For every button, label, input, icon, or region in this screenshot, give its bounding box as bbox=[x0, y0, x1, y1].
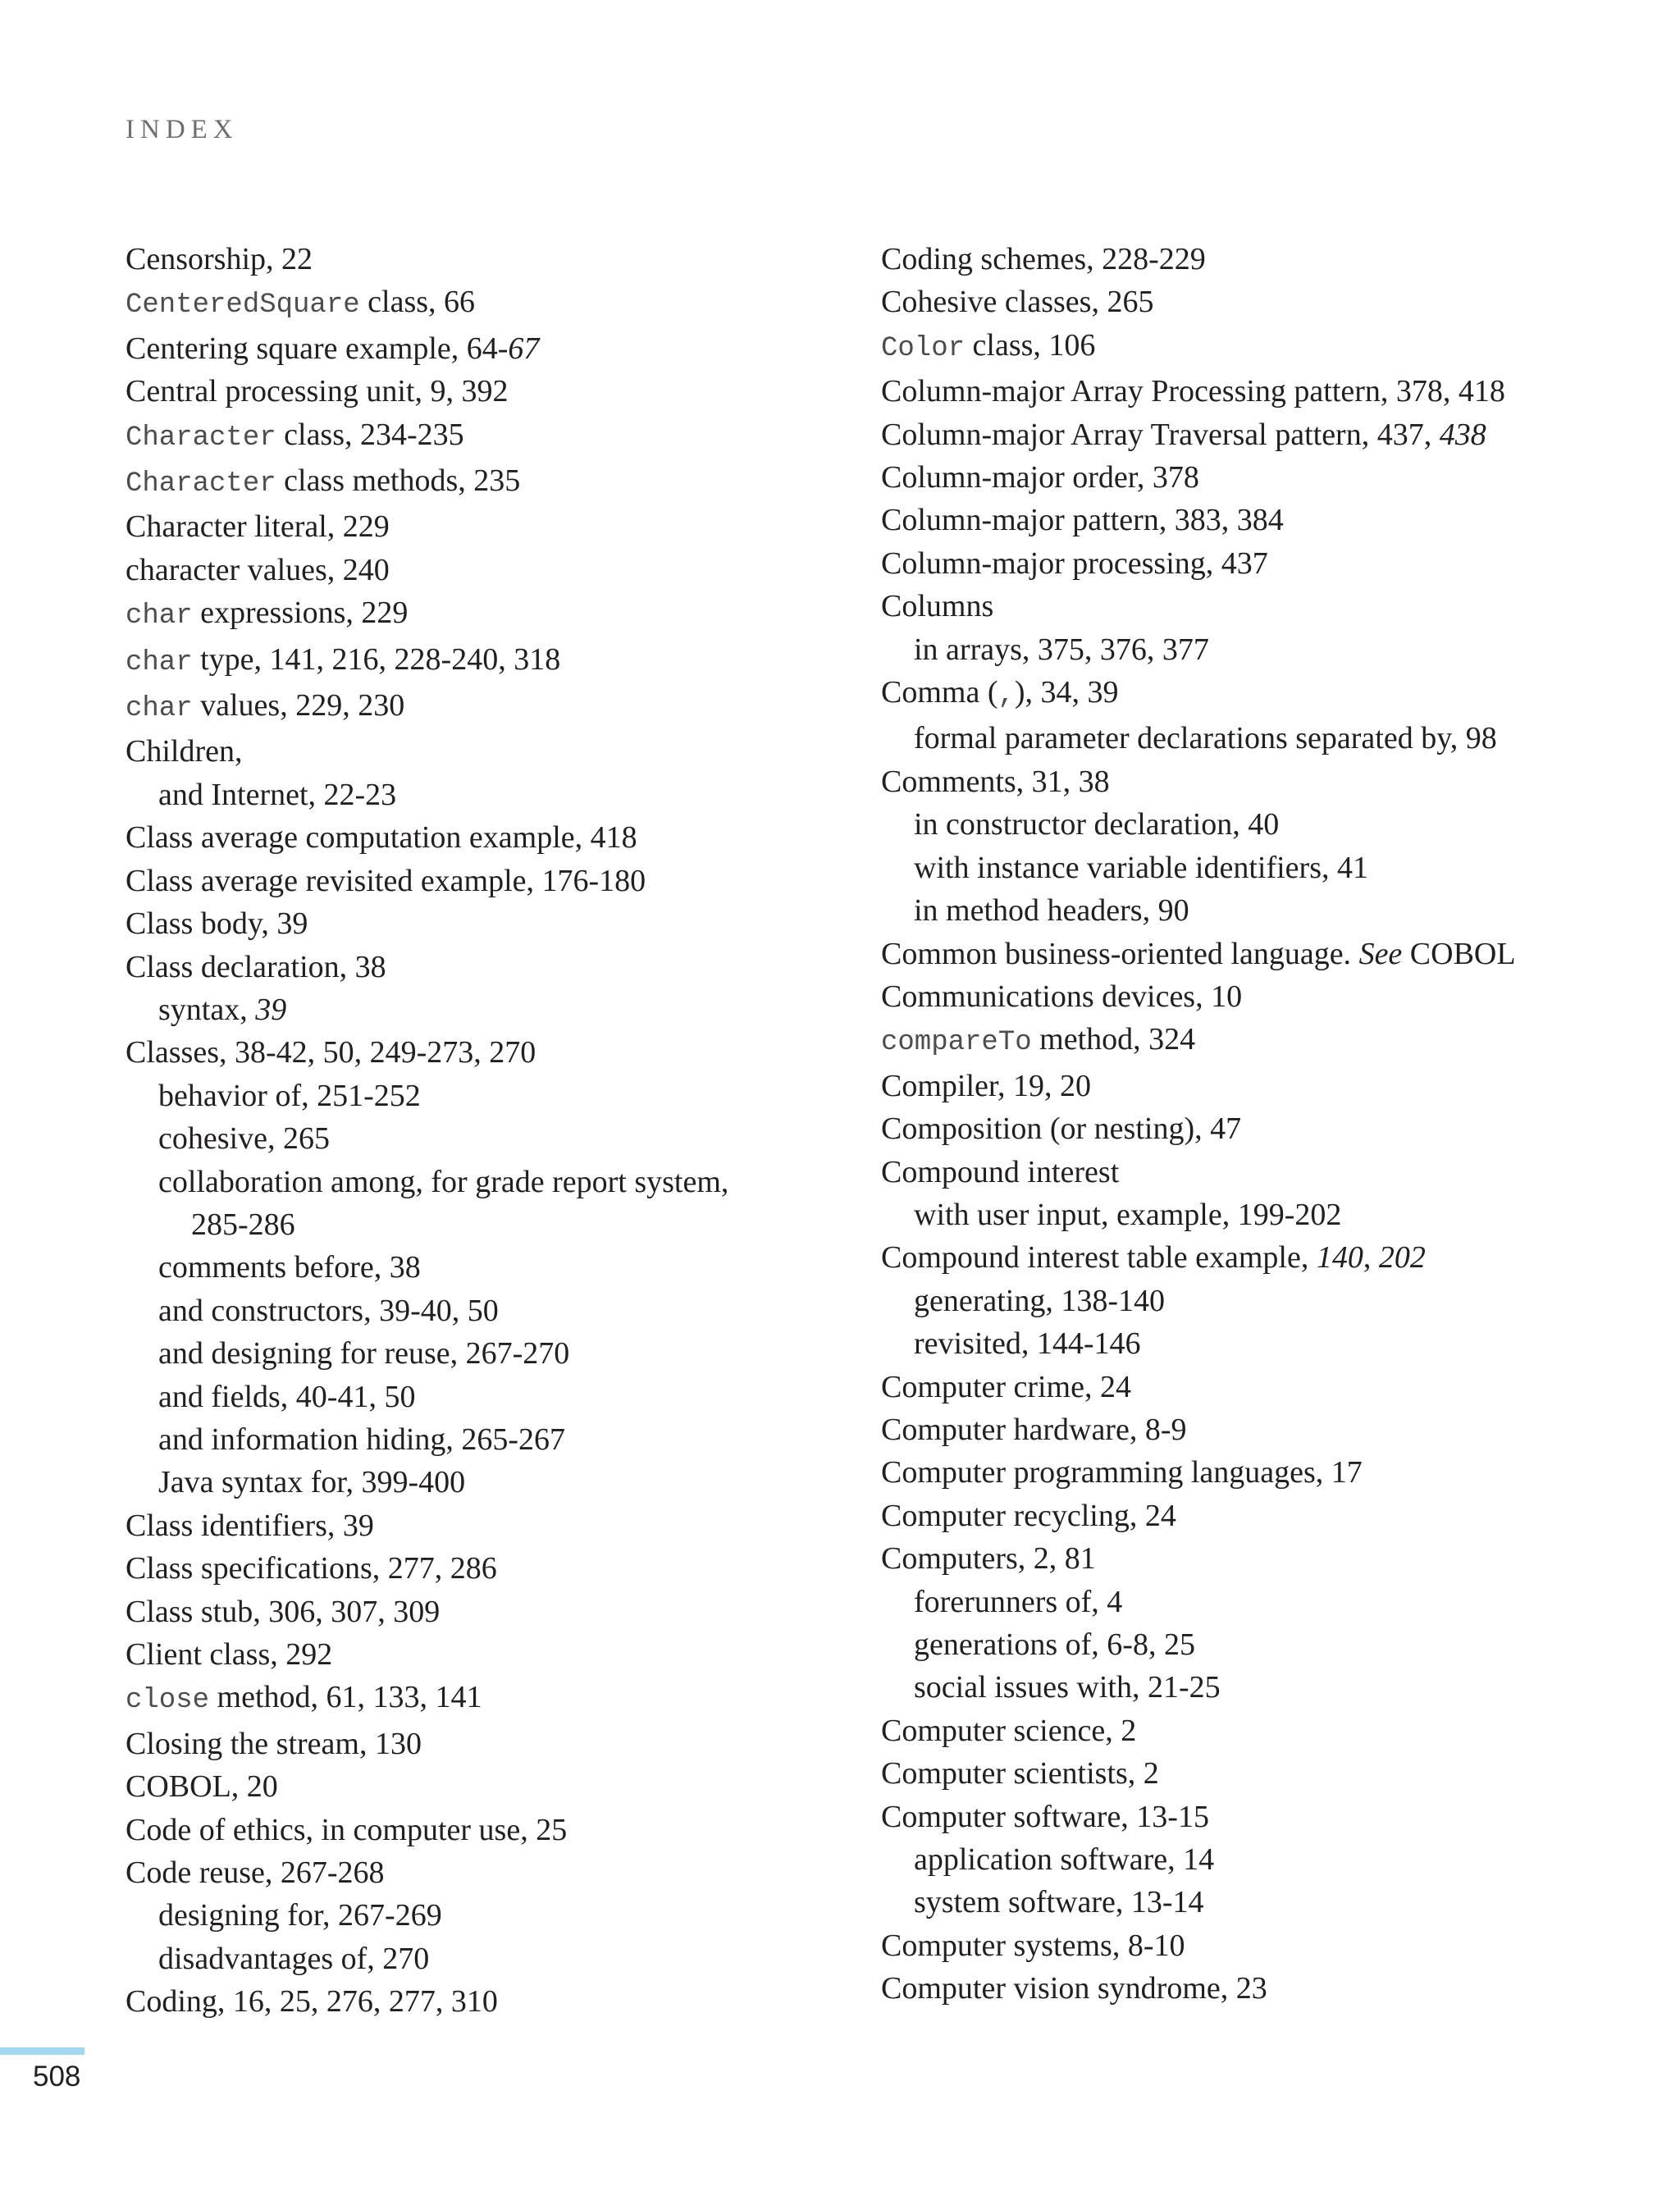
index-subentry bbox=[881, 1581, 1619, 1623]
index-entry bbox=[881, 238, 1619, 281]
index-entry bbox=[126, 860, 847, 902]
italic-text: 39 bbox=[255, 992, 287, 1027]
index-entry bbox=[126, 1031, 847, 1074]
entry-text: character values, 240 bbox=[126, 552, 390, 587]
index-entry bbox=[881, 499, 1619, 541]
entry-text: behavior of, 251-252 bbox=[158, 1078, 421, 1113]
entry-text: Compound interest table example, bbox=[881, 1240, 1317, 1276]
index-entry bbox=[126, 1504, 847, 1547]
running-head: INDEX bbox=[126, 115, 239, 144]
entry-text: Computer crime, 24 bbox=[881, 1369, 1131, 1404]
entry-text: method, 324 bbox=[1031, 1022, 1196, 1057]
entry-text: Classes, 38-42, 50, 249-273, 270 bbox=[126, 1035, 536, 1070]
index-entry bbox=[126, 370, 847, 413]
entry-text: Censorship, 22 bbox=[126, 242, 313, 276]
index-entry bbox=[126, 816, 847, 859]
entry-text: class methods, 235 bbox=[276, 463, 521, 499]
index-entry bbox=[881, 1366, 1619, 1408]
index-entry bbox=[881, 933, 1619, 975]
index-subentry bbox=[126, 1246, 847, 1289]
entry-text: with instance variable identifiers, 41 bbox=[914, 850, 1368, 885]
entry-text: class, 66 bbox=[359, 285, 476, 320]
index-subentry bbox=[881, 1838, 1619, 1881]
entry-text: expressions, 229 bbox=[192, 596, 409, 631]
entry-text: with user input, example, 199-202 bbox=[914, 1197, 1342, 1232]
index-entry bbox=[881, 1537, 1619, 1580]
code-term: compareTo bbox=[881, 1027, 1032, 1059]
index-subentry bbox=[126, 1332, 847, 1375]
index-entry bbox=[881, 542, 1619, 585]
entry-text: Java syntax for, 399-400 bbox=[158, 1465, 466, 1500]
entry-text: Class declaration, 38 bbox=[126, 949, 386, 984]
index-column-left bbox=[126, 238, 847, 2024]
entry-text: revisited, 144-146 bbox=[914, 1326, 1141, 1362]
index-entry bbox=[881, 1151, 1619, 1193]
index-subentry bbox=[126, 1289, 847, 1332]
index-entry bbox=[126, 902, 847, 945]
entry-text: Class identifiers, 39 bbox=[126, 1508, 374, 1543]
entry-text: values, 229, 230 bbox=[192, 688, 405, 723]
entry-text: forerunners of, 4 bbox=[914, 1584, 1123, 1619]
index-subentry bbox=[126, 1117, 847, 1160]
entry-text: Class stub, 306, 307, 309 bbox=[126, 1594, 441, 1629]
entry-text: generations of, 6-8, 25 bbox=[914, 1627, 1195, 1662]
entry-text: disadvantages of, 270 bbox=[158, 1941, 430, 1976]
index-subentry bbox=[881, 803, 1619, 846]
entry-text: Computer science, 2 bbox=[881, 1713, 1137, 1748]
index-subentry bbox=[126, 1376, 847, 1418]
italic-text: See bbox=[1358, 936, 1403, 971]
entry-text: Computer systems, 8-10 bbox=[881, 1928, 1185, 1963]
entry-text: Character literal, 229 bbox=[126, 509, 390, 545]
code-term: char bbox=[126, 646, 193, 678]
entry-text: Class average computation example, 418 bbox=[126, 820, 637, 856]
entry-text: Compound interest bbox=[881, 1154, 1120, 1189]
entry-text: and Internet, 22-23 bbox=[158, 777, 397, 812]
index-entry bbox=[881, 456, 1619, 499]
entry-text: Central processing unit, 9, 392 bbox=[126, 374, 509, 409]
index-subentry bbox=[881, 1623, 1619, 1666]
index-subentry bbox=[881, 1322, 1619, 1365]
entry-text: Computer vision syndrome, 23 bbox=[881, 1971, 1267, 2006]
entry-text: formal parameter declarations separated by, 98 bbox=[914, 721, 1497, 756]
index-entry bbox=[126, 459, 847, 505]
entry-text: syntax, bbox=[158, 992, 256, 1027]
entry-text: Client class, 292 bbox=[126, 1637, 333, 1672]
index-entry bbox=[126, 1633, 847, 1676]
entry-text: Comma ( bbox=[881, 675, 998, 710]
index-subentry bbox=[881, 628, 1619, 671]
entry-text: , bbox=[1363, 1240, 1379, 1276]
index-entry bbox=[881, 975, 1619, 1018]
index-subentry bbox=[126, 1461, 847, 1504]
entry-text: Class body, 39 bbox=[126, 906, 308, 942]
index-entry bbox=[881, 1236, 1619, 1279]
index-subentry bbox=[126, 988, 847, 1031]
code-term: char bbox=[126, 600, 193, 632]
index-subentry bbox=[881, 889, 1619, 932]
index-entry bbox=[126, 238, 847, 281]
index-entry bbox=[881, 1018, 1619, 1064]
entry-text: system software, 13-14 bbox=[914, 1885, 1204, 1920]
index-entry bbox=[126, 505, 847, 548]
italic-text: 140 bbox=[1316, 1240, 1363, 1276]
index-entry bbox=[881, 1924, 1619, 1967]
index-entry bbox=[881, 1451, 1619, 1494]
entry-text: Comments, 31, 38 bbox=[881, 764, 1110, 799]
entry-text: Column-major order, 378 bbox=[881, 460, 1199, 495]
entry-text: method, 61, 133, 141 bbox=[209, 1680, 482, 1715]
index-entry bbox=[126, 1723, 847, 1765]
index-subentry bbox=[126, 1161, 847, 1203]
index-column-right bbox=[881, 238, 1619, 2010]
entry-text: application software, 14 bbox=[914, 1842, 1215, 1878]
entry-text: Class average revisited example, 176-180 bbox=[126, 863, 646, 898]
entry-text: Cohesive classes, 265 bbox=[881, 285, 1154, 320]
index-subentry bbox=[881, 1193, 1619, 1236]
italic-text: 67 bbox=[508, 331, 540, 366]
index-subentry bbox=[881, 1666, 1619, 1709]
index-entry bbox=[881, 1709, 1619, 1752]
entry-text: collaboration among, for grade report system, bbox=[158, 1164, 729, 1199]
index-entry bbox=[126, 1765, 847, 1808]
entry-text: class, 234-235 bbox=[276, 417, 464, 452]
index-subentry bbox=[126, 774, 847, 816]
index-subentry bbox=[881, 1881, 1619, 1924]
index-entry bbox=[881, 760, 1619, 803]
code-term: close bbox=[126, 1685, 210, 1717]
index-subentry bbox=[126, 1894, 847, 1937]
code-term: Color bbox=[881, 332, 966, 364]
entry-text: and constructors, 39-40, 50 bbox=[158, 1293, 499, 1328]
index-entry bbox=[126, 1851, 847, 1894]
index-entry bbox=[881, 413, 1619, 456]
entry-text: Columns bbox=[881, 589, 994, 624]
entry-text: Class specifications, 277, 286 bbox=[126, 1551, 497, 1586]
folio-rule bbox=[0, 2047, 84, 2055]
entry-text: Column-major pattern, 383, 384 bbox=[881, 503, 1284, 538]
index-subentry bbox=[881, 1280, 1619, 1322]
entry-text: Computers, 2, 81 bbox=[881, 1541, 1096, 1577]
entry-text: 285-286 bbox=[191, 1207, 295, 1242]
index-entry bbox=[881, 1065, 1619, 1107]
index-entry bbox=[881, 1796, 1619, 1838]
entry-text: Common business-oriented language. bbox=[881, 936, 1359, 971]
index-subentry bbox=[881, 717, 1619, 760]
index-entry bbox=[126, 1591, 847, 1633]
code-term: CenteredSquare bbox=[126, 290, 360, 322]
index-entry bbox=[881, 1107, 1619, 1150]
entry-text: Children, bbox=[126, 734, 243, 769]
index-entry bbox=[126, 591, 847, 637]
entry-text: Centering square example, 64- bbox=[126, 331, 509, 366]
index-entry bbox=[126, 549, 847, 591]
index-entry bbox=[881, 1408, 1619, 1451]
index-entry bbox=[126, 638, 847, 684]
entry-text: Column-major Array Traversal pattern, 437, bbox=[881, 417, 1440, 452]
entry-text: Compiler, 19, 20 bbox=[881, 1068, 1092, 1103]
entry-text: Computer software, 13-15 bbox=[881, 1799, 1209, 1834]
entry-text: Communications devices, 10 bbox=[881, 979, 1243, 1014]
entry-text: Computer scientists, 2 bbox=[881, 1756, 1159, 1791]
code-term: char bbox=[126, 693, 193, 725]
index-entry bbox=[126, 1980, 847, 2023]
code-term: Character bbox=[126, 422, 276, 454]
index-entry bbox=[126, 730, 847, 773]
index-subentry bbox=[126, 1203, 847, 1246]
entry-text: designing for, 267-269 bbox=[158, 1898, 442, 1933]
entry-text: Column-major processing, 437 bbox=[881, 545, 1268, 581]
index-entry bbox=[881, 281, 1619, 323]
entry-text: and information hiding, 265-267 bbox=[158, 1422, 566, 1457]
index-entry bbox=[126, 1547, 847, 1590]
index-entry bbox=[881, 1495, 1619, 1537]
page-number: 508 bbox=[33, 2061, 81, 2093]
index-entry bbox=[881, 671, 1619, 717]
italic-text: 202 bbox=[1378, 1240, 1426, 1276]
index-entry bbox=[126, 1676, 847, 1722]
index-entry bbox=[126, 1809, 847, 1851]
entry-text: Coding, 16, 25, 276, 277, 310 bbox=[126, 1984, 498, 2020]
entry-text: in constructor declaration, 40 bbox=[914, 807, 1280, 842]
entry-text: Closing the stream, 130 bbox=[126, 1726, 422, 1761]
entry-text: in arrays, 375, 376, 377 bbox=[914, 632, 1209, 667]
index-entry bbox=[126, 327, 847, 370]
index-subentry bbox=[126, 1075, 847, 1117]
entry-text: generating, 138-140 bbox=[914, 1283, 1166, 1318]
index-entry bbox=[881, 1752, 1619, 1795]
entry-text: social issues with, 21-25 bbox=[914, 1670, 1221, 1705]
entry-text: Column-major Array Processing pattern, 378, 418 bbox=[881, 374, 1505, 409]
index-entry bbox=[126, 946, 847, 988]
entry-text: Computer hardware, 8-9 bbox=[881, 1412, 1187, 1447]
code-term: Character bbox=[126, 468, 276, 500]
index-entry bbox=[881, 370, 1619, 413]
index-entry bbox=[126, 281, 847, 326]
entry-text: class, 106 bbox=[965, 327, 1096, 363]
index-entry bbox=[126, 684, 847, 730]
entry-text: and designing for reuse, 267-270 bbox=[158, 1336, 570, 1371]
code-term: , bbox=[998, 680, 1015, 712]
entry-text: comments before, 38 bbox=[158, 1250, 421, 1285]
entry-text: COBOL, 20 bbox=[126, 1769, 278, 1805]
entry-text: type, 141, 216, 228-240, 318 bbox=[192, 641, 561, 677]
entry-text: Code of ethics, in computer use, 25 bbox=[126, 1812, 568, 1847]
entry-text: in method headers, 90 bbox=[914, 893, 1189, 929]
italic-text: 438 bbox=[1439, 417, 1486, 452]
entry-text: COBOL bbox=[1402, 936, 1516, 971]
index-subentry bbox=[126, 1937, 847, 1980]
entry-text: cohesive, 265 bbox=[158, 1121, 330, 1157]
entry-text: Computer programming languages, 17 bbox=[881, 1455, 1363, 1490]
entry-text: Composition (or nesting), 47 bbox=[881, 1111, 1242, 1147]
entry-text: Coding schemes, 228-229 bbox=[881, 242, 1206, 276]
index-entry bbox=[881, 585, 1619, 628]
index-subentry bbox=[126, 1418, 847, 1461]
index-entry bbox=[881, 324, 1619, 370]
entry-text: ), 34, 39 bbox=[1014, 675, 1119, 710]
index-subentry bbox=[881, 847, 1619, 889]
entry-text: and fields, 40-41, 50 bbox=[158, 1379, 416, 1414]
entry-text: Computer recycling, 24 bbox=[881, 1498, 1176, 1533]
index-entry bbox=[881, 1967, 1619, 2010]
entry-text: Code reuse, 267-268 bbox=[126, 1855, 385, 1891]
index-entry bbox=[126, 413, 847, 459]
